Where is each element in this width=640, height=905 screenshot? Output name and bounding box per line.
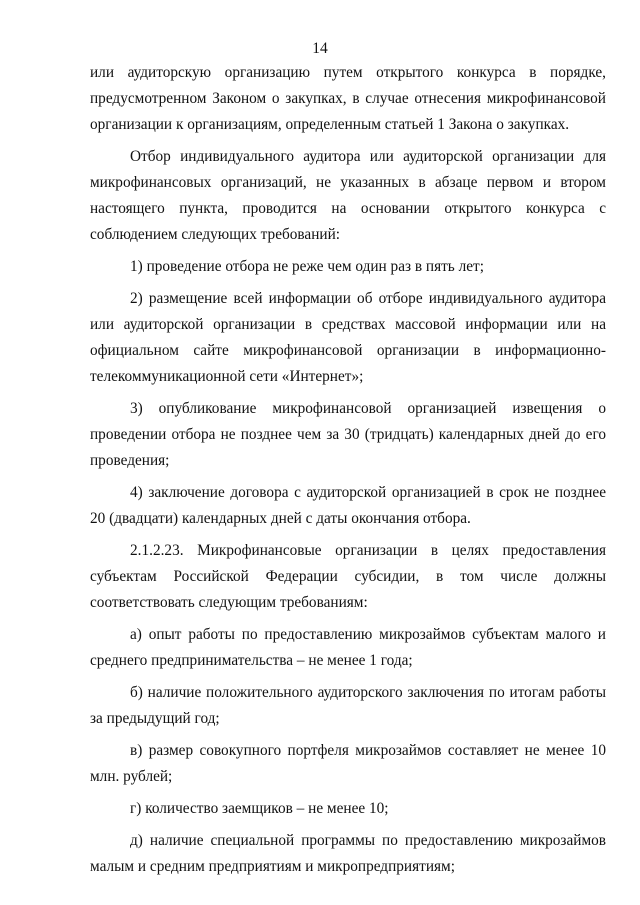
paragraph: или аудиторскую организацию путем открытого конкурса в порядке, предусмотренном Законом о закупках, в случае отнесения микрофинансовой организации к организациям, определенным статьей 1 Закона о закупках.: [90, 64, 606, 133]
list-item: д) наличие специальной программы по предоставлению микрозаймов малым и средним предприятиям и микропредприятиям;: [90, 832, 606, 875]
page-number: 14: [312, 40, 328, 57]
paragraph: Отбор индивидуального аудитора или аудиторской организации для микрофинансовых организаций, не указанных в абзаце первом и втором настоящего пункта, проводится на основании открытого конкурса с соблюдением следующих требований:: [90, 148, 606, 243]
paragraph: 2.1.2.23. Микрофинансовые организации в целях предоставления субъектам Российской Федерации субсидии, в том числе должны соответствовать следующим требованиям:: [90, 542, 606, 611]
list-item: г) количество заемщиков – не менее 10;: [130, 800, 389, 817]
list-item: 1) проведение отбора не реже чем один раз в пять лет;: [130, 258, 484, 275]
list-item: 4) заключение договора с аудиторской организацией в срок не позднее 20 (двадцати) календарных дней с даты окончания отбора.: [90, 484, 606, 527]
list-item: в) размер совокупного портфеля микрозаймов составляет не менее 10 млн. рублей;: [90, 742, 606, 785]
document-body: [90, 60, 606, 880]
list-item: а) опыт работы по предоставлению микрозаймов субъектам малого и среднего предпринимательства – не менее 1 года;: [90, 626, 606, 669]
list-item: 3) опубликование микрофинансовой организацией извещения о проведении отбора не позднее чем за 30 (тридцать) календарных дней до его проведения;: [90, 400, 606, 469]
list-item: б) наличие положительного аудиторского заключения по итогам работы за предыдущий год;: [90, 684, 606, 727]
list-item: 2) размещение всей информации об отборе индивидуального аудитора или аудиторской организации в средствах массовой информации или на официальном сайте микрофинансовой организации в информационно-телекоммуникационной сети «Интернет»;: [90, 290, 606, 385]
